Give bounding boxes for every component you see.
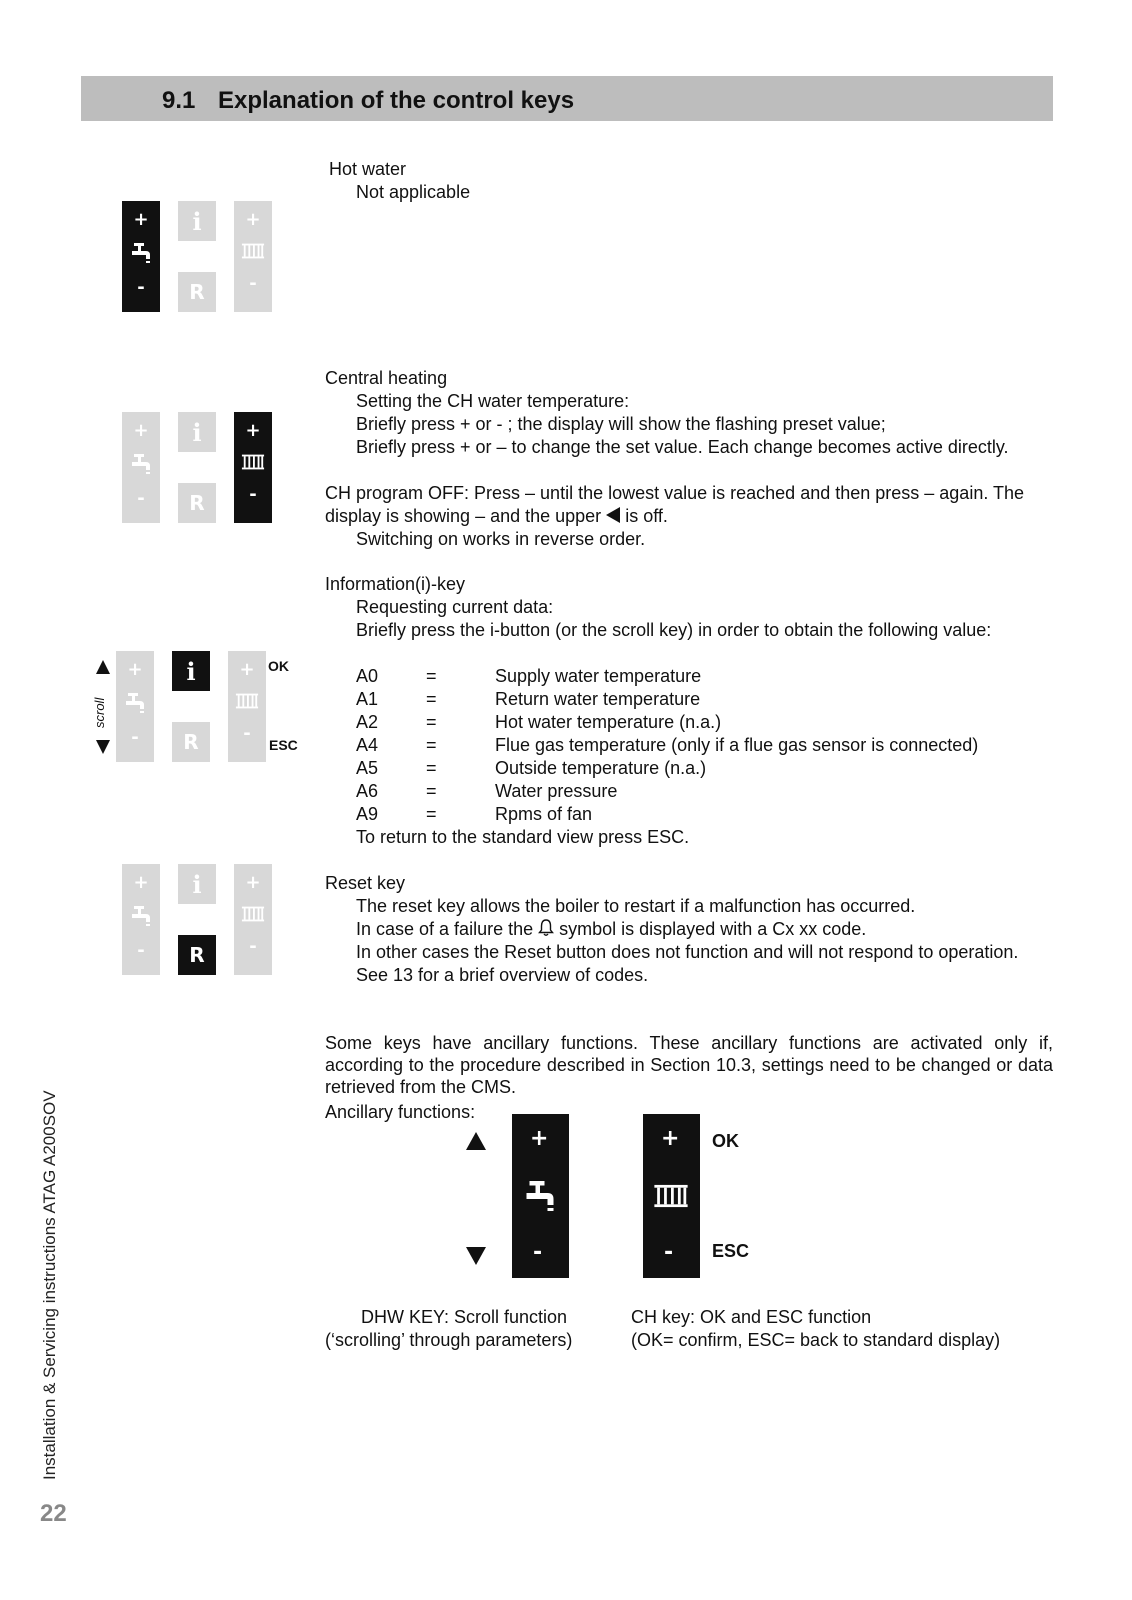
arrow-down-icon: [96, 740, 110, 754]
minus-label: -: [249, 484, 257, 505]
ch-off-line2: display is showing – and the upper is off.: [325, 506, 668, 526]
value-desc: Rpms of fan: [495, 804, 593, 824]
value-eq: =: [426, 781, 437, 801]
minus-label: -: [131, 727, 139, 748]
ch-line3: Briefly press + or – to change the set value. Each change becomes active directly.: [356, 437, 1009, 457]
plus-label: +: [245, 420, 261, 441]
info-key[interactable]: i: [178, 864, 216, 904]
value-desc: Water pressure: [495, 781, 618, 801]
value-desc: Outside temperature (n.a.): [495, 758, 707, 778]
minus-label: -: [249, 273, 257, 294]
ch-key[interactable]: [234, 864, 272, 975]
radiator-icon: [653, 1182, 689, 1210]
minus-label: -: [137, 488, 145, 509]
scroll-label: scroll: [92, 697, 107, 728]
reset-line2: In case of a failure the symbol is displayed with a Cx xx code.: [356, 919, 867, 939]
plus-label: +: [239, 659, 255, 680]
minus-label: -: [249, 936, 257, 957]
arrow-up-icon: [96, 660, 110, 674]
minus-label: -: [664, 1240, 674, 1265]
reset-line1: The reset key allows the boiler to restart if a malfunction has occurred.: [356, 896, 916, 916]
tap-icon: [522, 1178, 558, 1214]
tap-icon: [129, 241, 153, 265]
info-line1: Requesting current data:: [356, 597, 554, 617]
ch-caption-line1: CH key: OK and ESC function: [631, 1307, 872, 1327]
value-desc: Flue gas temperature (only if a flue gas sensor is connected): [495, 735, 979, 755]
info-title: Information(i)-key: [325, 574, 466, 594]
reset-line4: See 13 for a brief overview of codes.: [356, 965, 649, 985]
value-code: A6: [356, 781, 379, 801]
info-key[interactable]: i: [172, 651, 210, 691]
arrow-left-icon: [606, 507, 620, 523]
dhw-key[interactable]: [122, 864, 160, 975]
dhw-key[interactable]: [122, 412, 160, 523]
reset-title: Reset key: [325, 873, 406, 893]
plus-label: +: [133, 872, 149, 893]
value-code: A9: [356, 804, 379, 824]
plus-label: +: [127, 659, 143, 680]
ancillary-paragraph: Some keys have ancillary functions. These ancillary functions are activated only if, according to the procedure described in Section 10.3, settings need to be changed or data retrieved from the CMS.: [325, 1033, 1053, 1097]
plus-label: +: [661, 1126, 680, 1151]
minus-label: -: [243, 723, 251, 744]
plus-label: +: [245, 209, 261, 230]
hot-water-text: Not applicable: [356, 182, 471, 202]
ch-off-line1: CH program OFF: Press – until the lowest value is reached and then press – again. The: [325, 483, 1025, 503]
ch-line2: Briefly press + or - ; the display will show the flashing preset value;: [356, 414, 886, 434]
ch-key[interactable]: [234, 412, 272, 523]
ch-title: Central heating: [325, 368, 448, 388]
value-desc: Hot water temperature (n.a.): [495, 712, 722, 732]
dhw-key[interactable]: [116, 651, 154, 762]
minus-label: -: [137, 277, 145, 298]
ch-key[interactable]: [234, 201, 272, 312]
reset-key[interactable]: R: [172, 722, 210, 762]
tap-icon: [129, 452, 153, 476]
info-line2: Briefly press the i-button (or the scroll key) in order to obtain the following value:: [356, 620, 992, 640]
section-title: Explanation of the control keys: [218, 87, 575, 114]
side-footer-text: Installation & Servicing instructions ATAG A200SOV: [40, 1090, 59, 1480]
ch-key[interactable]: [228, 651, 266, 762]
bell-icon: [538, 919, 554, 937]
value-eq: =: [426, 712, 437, 732]
value-eq: =: [426, 735, 437, 755]
value-code: A4: [356, 735, 379, 755]
arrow-down-icon: [466, 1247, 486, 1265]
plus-label: +: [133, 420, 149, 441]
reset-key[interactable]: R: [178, 483, 216, 523]
radiator-icon: [241, 241, 265, 261]
plus-label: +: [530, 1126, 549, 1151]
radiator-icon: [241, 904, 265, 924]
ch-off-line3: Switching on works in reverse order.: [356, 529, 646, 549]
dhw-key-large[interactable]: [512, 1114, 569, 1278]
radiator-icon: [235, 691, 259, 711]
reset-key[interactable]: R: [178, 935, 216, 975]
value-eq: =: [426, 758, 437, 778]
plus-label: +: [245, 872, 261, 893]
esc-label: ESC: [712, 1241, 750, 1261]
value-code: A2: [356, 712, 379, 732]
ok-label: OK: [268, 658, 289, 674]
value-code: A0: [356, 666, 379, 686]
hot-water-title: Hot water: [329, 159, 407, 179]
value-desc: Supply water temperature: [495, 666, 702, 686]
dhw-caption-line1: DHW KEY: Scroll function: [361, 1307, 568, 1327]
arrow-up-icon: [466, 1132, 486, 1150]
page-number: 22: [40, 1500, 67, 1527]
dhw-key[interactable]: [122, 201, 160, 312]
ch-key-large[interactable]: [643, 1114, 700, 1278]
minus-label: -: [533, 1240, 543, 1265]
value-eq: =: [426, 689, 437, 709]
ancillary-label: Ancillary functions:: [325, 1102, 476, 1122]
info-return-text: To return to the standard view press ESC.: [356, 827, 690, 847]
info-key[interactable]: i: [178, 412, 216, 452]
ch-caption-line2: (OK= confirm, ESC= back to standard display): [631, 1330, 1001, 1350]
value-eq: =: [426, 666, 437, 686]
tap-icon: [123, 691, 147, 715]
value-eq: =: [426, 804, 437, 824]
dhw-caption-line2: (‘scrolling’ through parameters): [325, 1330, 573, 1350]
ch-line1: Setting the CH water temperature:: [356, 391, 630, 411]
minus-label: -: [137, 940, 145, 961]
value-desc: Return water temperature: [495, 689, 701, 709]
radiator-icon: [241, 452, 265, 472]
value-code: A1: [356, 689, 379, 709]
tap-icon: [129, 904, 153, 928]
plus-label: +: [133, 209, 149, 230]
value-code: A5: [356, 758, 379, 778]
section-number: 9.1: [162, 87, 196, 114]
reset-key[interactable]: R: [178, 272, 216, 312]
esc-label: ESC: [269, 737, 298, 753]
ok-label: OK: [712, 1131, 739, 1151]
info-key[interactable]: i: [178, 201, 216, 241]
reset-line3: In other cases the Reset button does not function and will not respond to operation.: [356, 942, 1019, 962]
